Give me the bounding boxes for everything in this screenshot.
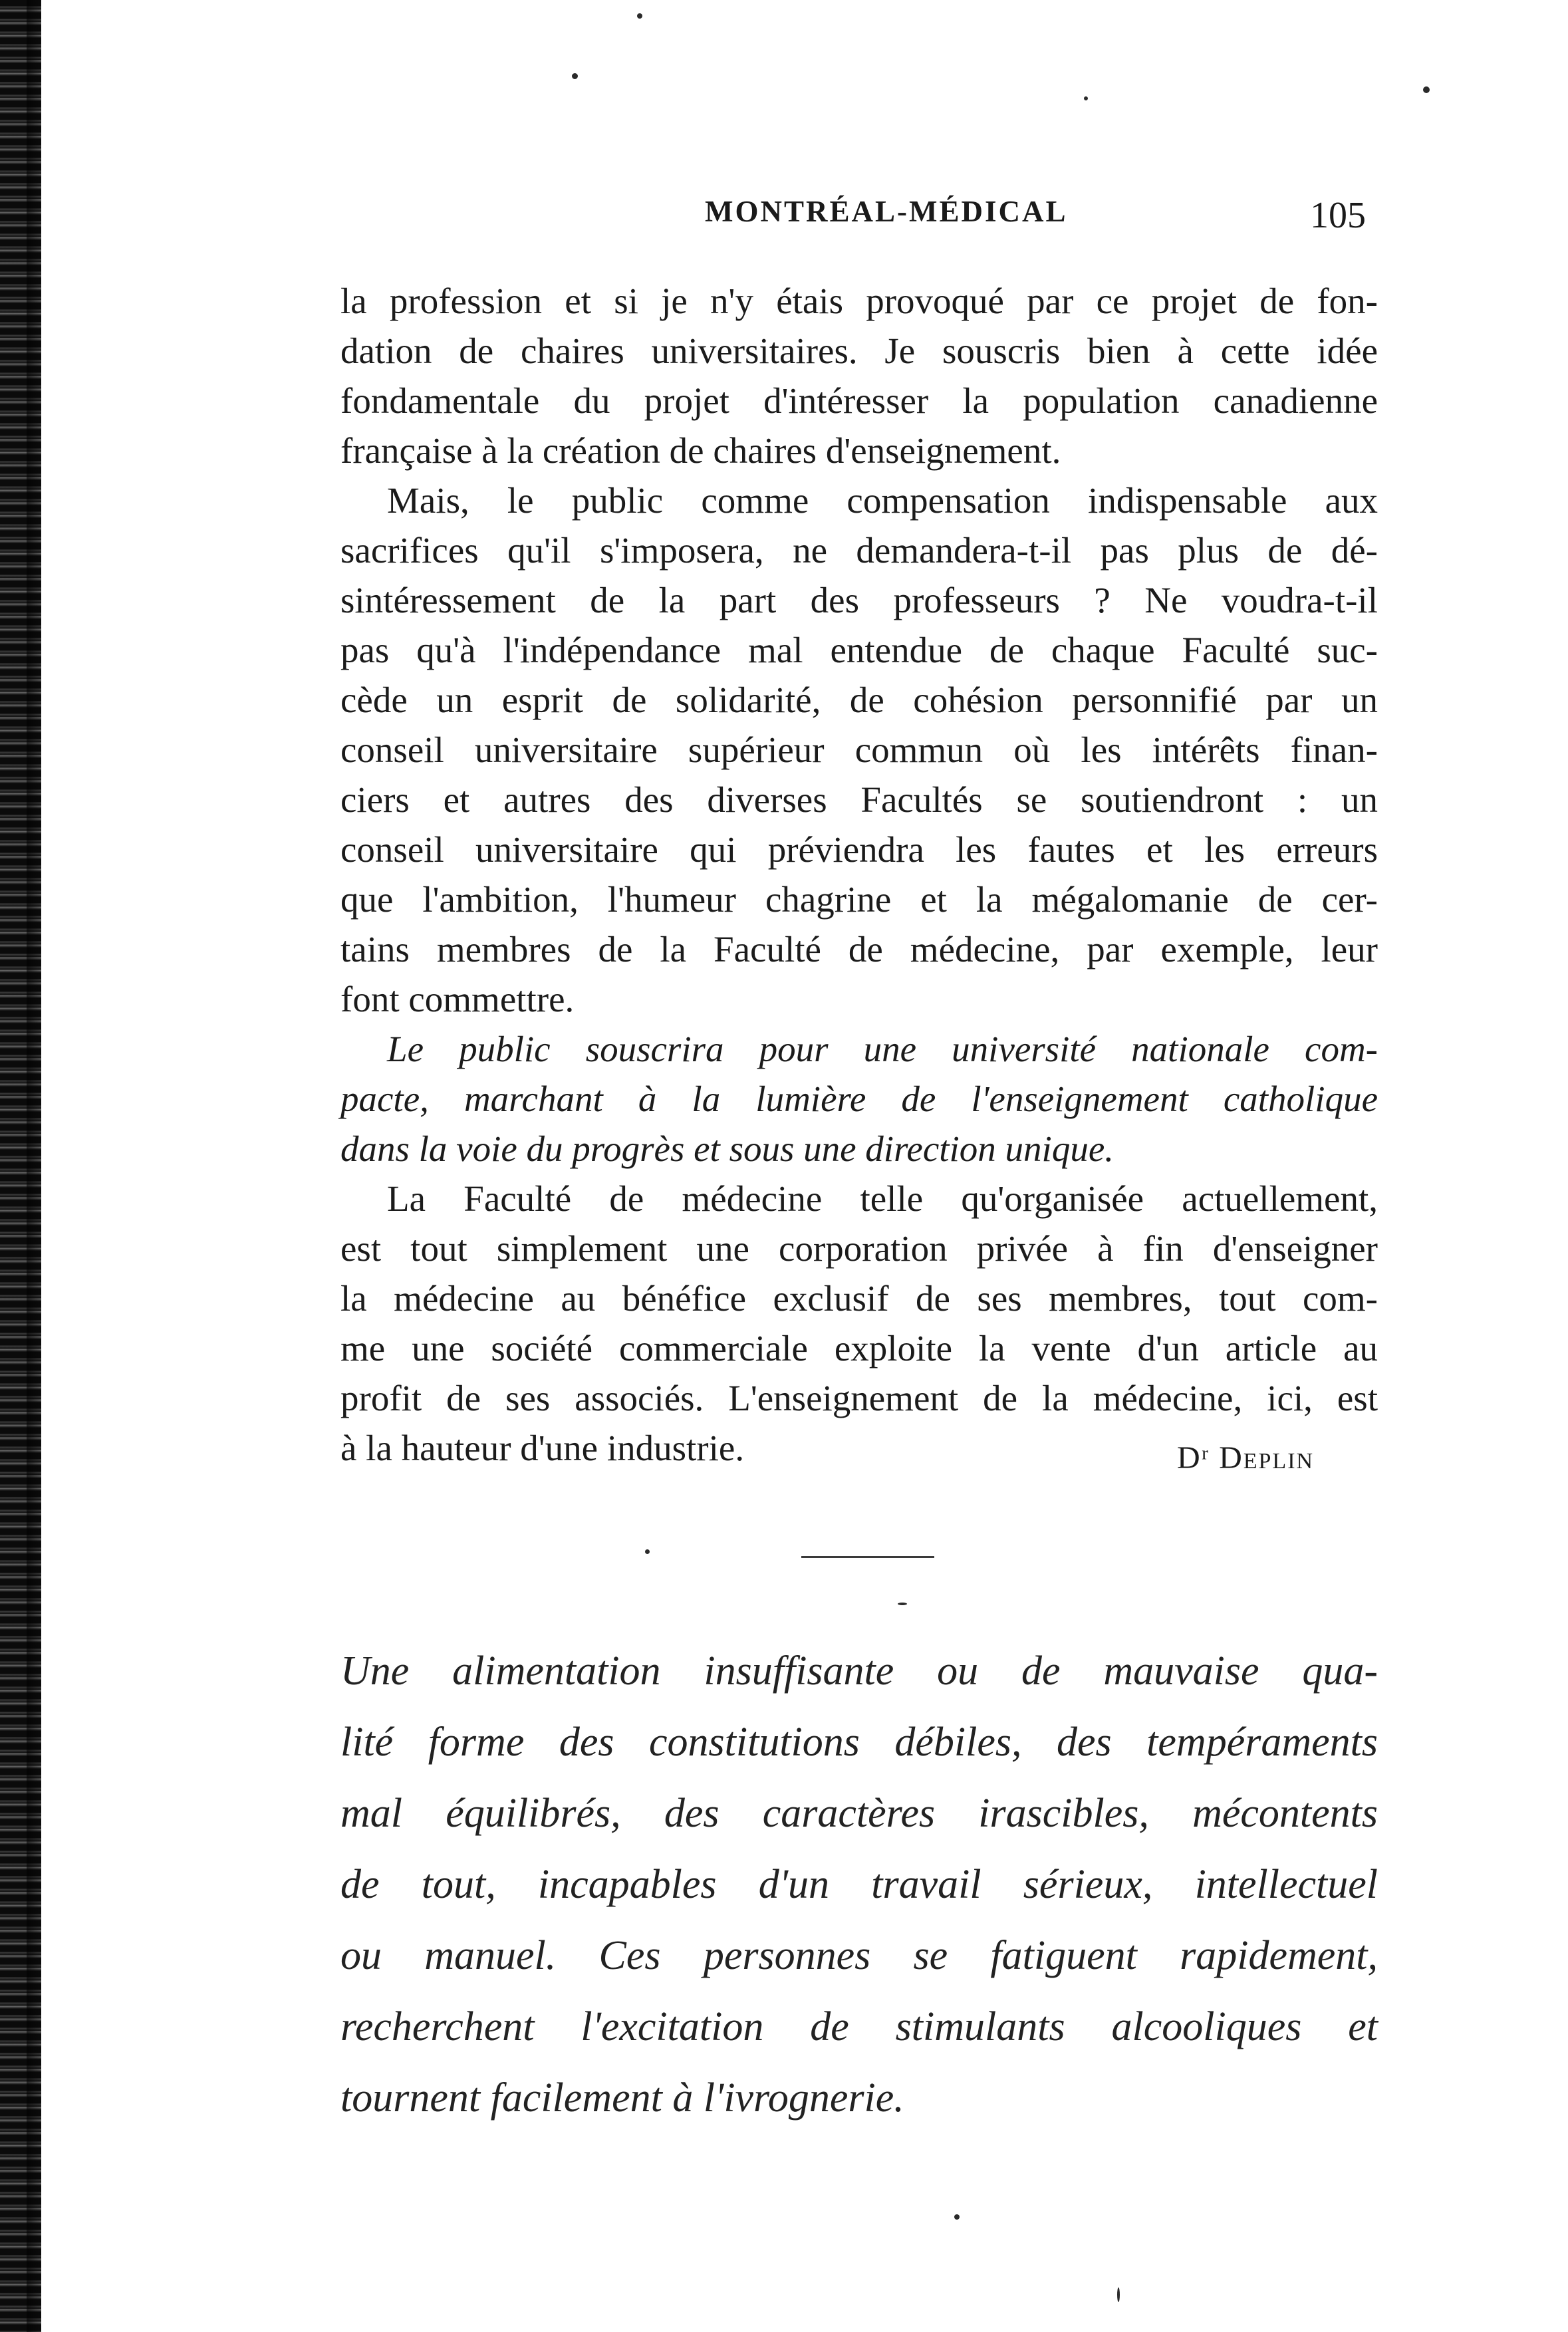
text-line: est tout simplement une corporation privée à fin d'enseigner — [340, 1228, 1378, 1269]
text-line: la médecine au bénéfice exclusif de ses membres, tout com- — [340, 1278, 1378, 1319]
scan-speck — [954, 2214, 960, 2220]
scanned-binding-edge — [0, 0, 41, 2332]
quote-line: mal équilibrés, des caractères irascibles, mécontents — [340, 1791, 1378, 1836]
text-line: la profession et si je n'y étais provoqué par ce projet de fon- — [340, 281, 1378, 321]
text-line: sintéressement de la part des professeurs ? Ne voudra-t-il — [340, 580, 1378, 620]
quote-line: ou manuel. Ces personnes se fatiguent rapidement, — [340, 1933, 1378, 1978]
text-line: dans la voie du progrès et sous une direction unique. — [340, 1128, 1114, 1169]
page-number: 105 — [1310, 195, 1366, 236]
text-line: fondamentale du projet d'intéresser la population canadienne — [340, 380, 1378, 421]
text-line: sacrifices qu'il s'imposera, ne demandera-t-il pas plus de dé- — [340, 530, 1378, 571]
text-line: cède un esprit de solidarité, de cohésion personnifié par un — [340, 680, 1378, 720]
text-line: Mais, le public comme compensation indispensable aux — [387, 480, 1378, 521]
signature-name: Deplin — [1219, 1440, 1315, 1476]
text-line: conseil universitaire supérieur commun où les intérêts finan- — [340, 729, 1378, 770]
scan-speck — [637, 13, 642, 19]
quote-line: tournent facilement à l'ivrognerie. — [340, 2075, 904, 2121]
italic-quote — [340, 1636, 1378, 2134]
text-line: dation de chaires universitaires. Je souscris bien à cette idée — [340, 330, 1378, 371]
text-line: font commettre. — [340, 979, 575, 1019]
text-line: pacte, marchant à la lumière de l'enseignement catholique — [340, 1079, 1378, 1119]
scan-speck — [898, 1603, 907, 1605]
running-header: MONTRÉAL-MÉDICAL — [705, 195, 1068, 228]
section-divider — [801, 1556, 934, 1558]
text-line: française à la création de chaires d'enseignement. — [340, 430, 1061, 471]
paragraph-4 — [340, 1174, 1378, 1473]
scan-speck — [645, 1549, 650, 1554]
text-line: conseil universitaire qui préviendra les fautes et les erreurs — [340, 829, 1378, 870]
text-line: me une société commerciale exploite la vente d'un article au — [340, 1328, 1378, 1368]
text-line: tains membres de la Faculté de médecine, par exemple, leur — [340, 929, 1378, 970]
paragraph-2 — [340, 475, 1378, 1024]
text-line: profit de ses associés. L'enseignement de la médecine, ici, est — [340, 1378, 1378, 1418]
text-line: que l'ambition, l'humeur chagrine et la mégalomanie de cer- — [340, 879, 1378, 920]
text-line: pas qu'à l'indépendance mal entendue de chaque Faculté suc- — [340, 630, 1378, 670]
text-line: Le public souscrira pour une université nationale com- — [387, 1029, 1378, 1069]
paragraph-3 — [340, 1024, 1378, 1174]
paragraph-1 — [340, 276, 1378, 475]
text-line: à la hauteur d'une industrie. — [340, 1428, 745, 1468]
quote-line: Une alimentation insuffisante ou de mauvaise qua- — [340, 1648, 1378, 1694]
quote-line: lité forme des constitutions débiles, des tempéraments — [340, 1720, 1378, 1765]
scan-speck — [1117, 2287, 1120, 2302]
text-line: La Faculté de médecine telle qu'organisée actuellement, — [387, 1178, 1378, 1219]
text-line: ciers et autres des diverses Facultés se soutiendront : un — [340, 779, 1378, 820]
quote-line: recherchent l'excitation de stimulants alcooliques et — [340, 2004, 1378, 2049]
scan-speck — [1084, 96, 1088, 100]
scan-speck — [1423, 86, 1430, 93]
scan-speck — [572, 73, 578, 79]
author-signature — [1177, 1440, 1314, 1476]
signature-prefix: Dʳ — [1177, 1440, 1210, 1476]
quote-line: de tout, incapables d'un travail sérieux, intellectuel — [340, 1862, 1378, 1907]
